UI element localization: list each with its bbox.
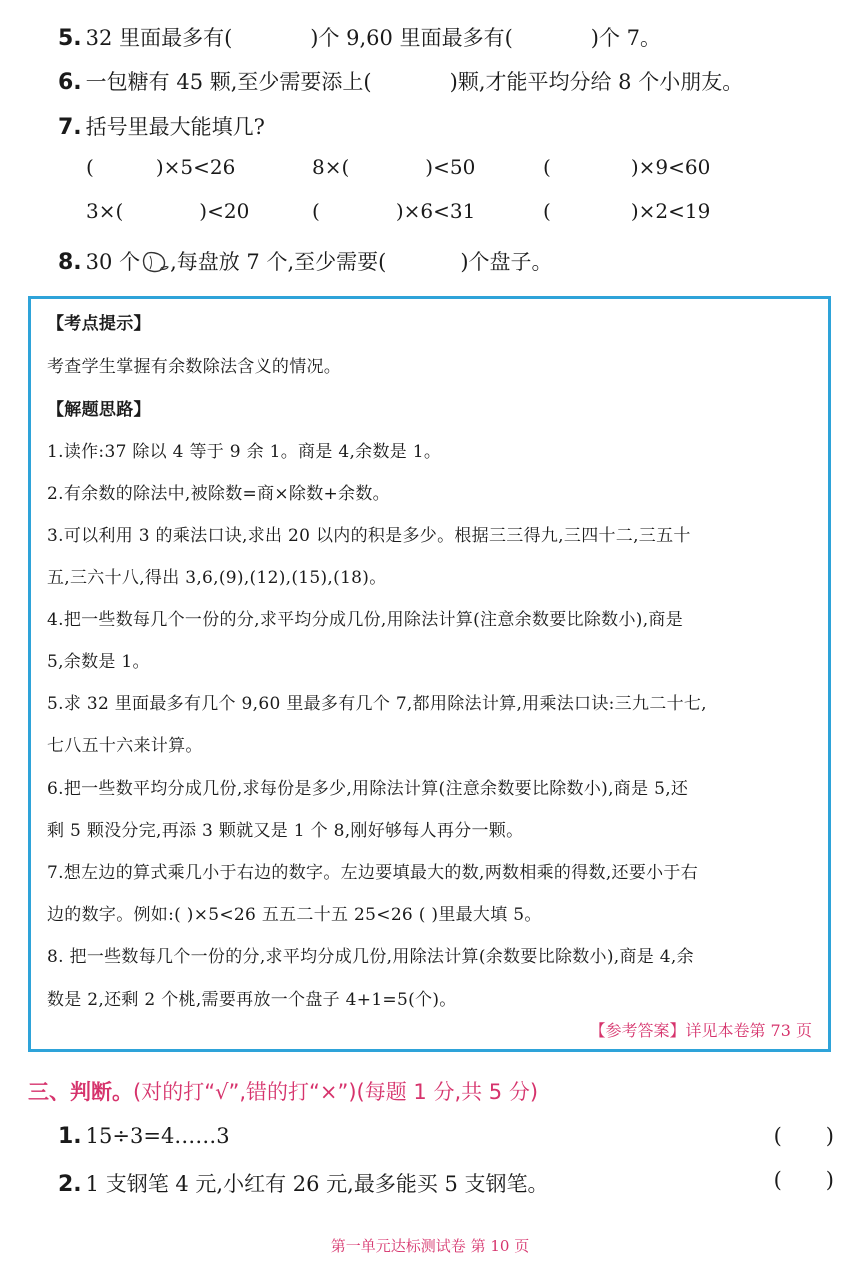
q7-item <box>86 199 249 223</box>
question-text: 1 支钢笔 4 元,小红有 26 元,最多能买 5 支钢笔。 <box>85 1172 549 1196</box>
answer-reference: 【参考答案】详见本卷第 73 页 <box>589 1021 812 1040</box>
q7-text: )<50 <box>425 155 476 179</box>
hint-line: 五,三六十八,得出 3,6,(9),(12),(15),(18)。 <box>47 568 387 588</box>
question-8 <box>58 246 553 276</box>
q7-item <box>543 199 710 223</box>
question-number: 2. <box>58 1172 82 1197</box>
section-title <box>28 1076 538 1106</box>
q7-text: )×5<26 <box>155 155 236 179</box>
hint-line: 6.把一些数平均分成几份,求每份是多少,用除法计算(注意余数要比除数小),商是 5,还 <box>47 779 689 799</box>
hint-line: 4.把一些数每几个一份的分,求平均分成几份,用除法计算(注意余数要比除数小),商是 <box>47 610 683 630</box>
q7-text: )<20 <box>199 199 250 223</box>
hint-exam-point-text: 考查学生掌握有余数除法含义的情况。 <box>47 357 342 377</box>
question-text: )个 9,60 里面最多有( <box>310 26 513 50</box>
q7-text: ( <box>312 199 320 223</box>
question-text: )个 7。 <box>590 26 661 50</box>
section-title-main: 三、判断。 <box>28 1080 133 1104</box>
judge-item <box>58 1124 230 1149</box>
question-number: 5. <box>58 26 82 51</box>
question-6 <box>58 66 743 96</box>
paren-right: ) <box>825 1124 834 1148</box>
q7-item <box>312 199 475 223</box>
question-number: 1. <box>58 1124 82 1149</box>
question-number: 7. <box>58 115 82 140</box>
question-number: 8. <box>58 250 82 275</box>
question-text: )颗,才能平均分给 8 个小朋友。 <box>449 70 744 94</box>
page-footer: 第一单元达标测试卷 第 10 页 <box>330 1237 530 1255</box>
q7-text: ( <box>543 199 551 223</box>
hint-line: 8. 把一些数每几个一份的分,求平均分成几份,用除法计算(余数要比除数小),商是 4,余 <box>47 947 694 967</box>
hint-line: 5,余数是 1。 <box>47 652 150 672</box>
q7-text: )×2<19 <box>630 199 711 223</box>
answer-parentheses[interactable] <box>774 1168 834 1192</box>
q7-item <box>86 155 235 179</box>
question-7 <box>58 111 265 141</box>
q7-item <box>312 155 475 179</box>
question-number: 6. <box>58 70 82 95</box>
hint-line: 剩 5 颗没分完,再添 3 颗就又是 1 个 8,刚好够每人再分一颗。 <box>47 821 524 841</box>
paren-left: ( <box>773 1168 782 1192</box>
hint-line: 2.有余数的除法中,被除数=商×除数+余数。 <box>47 484 390 504</box>
paren-right: ) <box>825 1168 834 1192</box>
question-text: )个盘子。 <box>460 250 553 274</box>
q7-text: )×6<31 <box>395 199 476 223</box>
question-5 <box>58 22 661 52</box>
q7-text: 3×( <box>86 199 124 223</box>
q7-item <box>543 155 710 179</box>
hint-line: 边的数字。例如:( )×5<26 五五二十五 25<26 ( )里最大填 5。 <box>47 905 542 925</box>
hint-line: 3.可以利用 3 的乘法口诀,求出 20 以内的积是多少。根据三三得九,三四十二,三五十 <box>47 526 691 546</box>
hint-heading-exam-point: 【考点提示】 <box>47 314 151 334</box>
hint-line: 5.求 32 里面最多有几个 9,60 里最多有几个 7,都用除法计算,用乘法口诀:三九二十七, <box>47 694 707 714</box>
answer-parentheses[interactable] <box>774 1124 834 1148</box>
hint-heading-solution: 【解题思路】 <box>47 400 151 420</box>
section-title-instructions: (对的打“√”,错的打“×”)(每题 1 分,共 5 分) <box>133 1080 539 1104</box>
hint-line: 7.想左边的算式乘几小于右边的数字。左边要填最大的数,两数相乘的得数,还要小于右 <box>47 863 699 883</box>
hint-box <box>28 296 831 1052</box>
q7-text: ( <box>543 155 551 179</box>
peach-icon <box>140 249 170 275</box>
paren-left: ( <box>773 1124 782 1148</box>
hint-line: 1.读作:37 除以 4 等于 9 余 1。商是 4,余数是 1。 <box>47 442 442 462</box>
question-text: 30 个 <box>85 250 141 274</box>
question-text: 32 里面最多有( <box>85 26 233 50</box>
judge-item <box>58 1168 549 1198</box>
q7-text: ( <box>86 155 94 179</box>
q7-text: 8×( <box>312 155 350 179</box>
question-text: 15÷3=4……3 <box>85 1124 230 1148</box>
hint-line: 数是 2,还剩 2 个桃,需要再放一个盘子 4+1=5(个)。 <box>47 990 457 1010</box>
hint-line: 七八五十六来计算。 <box>47 736 203 756</box>
question-text: ,每盘放 7 个,至少需要( <box>170 250 387 274</box>
q7-text: )×9<60 <box>630 155 711 179</box>
question-text: 一包糖有 45 颗,至少需要添上( <box>85 70 372 94</box>
question-text: 括号里最大能填几? <box>85 115 265 139</box>
